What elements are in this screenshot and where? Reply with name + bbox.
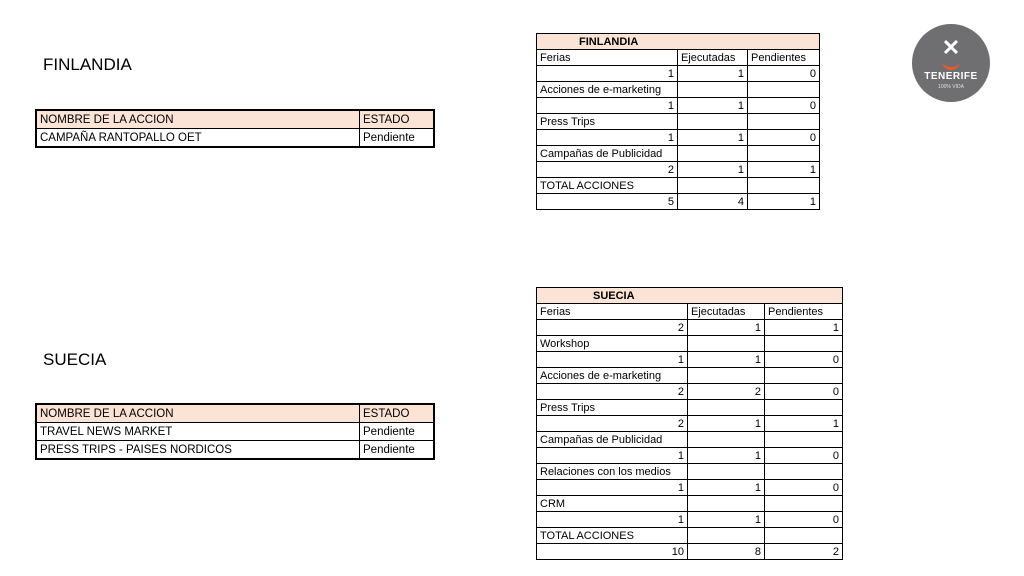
category-executed: 1 — [678, 66, 748, 82]
category-executed: 1 — [688, 448, 765, 464]
summary-title: FINLANDIA — [537, 34, 820, 50]
table-row — [537, 480, 843, 496]
category-label: Relaciones con los medios — [537, 464, 688, 480]
table-row — [36, 129, 434, 148]
suecia-actions-table — [35, 403, 435, 460]
category-label: Ferias — [537, 50, 678, 66]
table-row — [537, 162, 820, 178]
action-status: Pendiente — [360, 129, 435, 148]
category-pending: 0 — [748, 66, 820, 82]
category-executed: 1 — [688, 480, 765, 496]
table-row — [537, 384, 843, 400]
action-status: Pendiente — [360, 423, 435, 441]
category-executed: 1 — [678, 130, 748, 146]
category-pending: 0 — [748, 98, 820, 114]
category-total: 1 — [537, 130, 678, 146]
category-label: Workshop — [537, 336, 688, 352]
summary-title: SUECIA — [537, 288, 843, 304]
table-row — [537, 352, 843, 368]
category-total: 1 — [537, 448, 688, 464]
category-total: 2 — [537, 162, 678, 178]
category-label: TOTAL ACCIONES — [537, 528, 688, 544]
col-header-status: ESTADO — [360, 404, 435, 423]
category-executed: 1 — [688, 416, 765, 432]
category-label: Acciones de e-marketing — [537, 368, 688, 384]
action-status: Pendiente — [360, 441, 435, 460]
category-total: 1 — [537, 66, 678, 82]
col-header-pending: Pendientes — [748, 50, 820, 66]
col-header-action: NOMBRE DE LA ACCION — [36, 110, 360, 129]
category-label: Ferias — [537, 304, 688, 320]
category-label: Press Trips — [537, 114, 678, 130]
category-executed: 1 — [678, 98, 748, 114]
logo-tagline: 100% VIDA — [938, 84, 964, 90]
category-pending: 0 — [765, 384, 843, 400]
table-row — [537, 544, 843, 560]
category-label: Acciones de e-marketing — [537, 82, 678, 98]
category-executed: 8 — [688, 544, 765, 560]
category-total: 1 — [537, 480, 688, 496]
action-name: CAMPAÑA RANTOPALLO OET — [36, 129, 360, 148]
logo-name: TENERIFE — [924, 71, 978, 82]
table-row — [36, 441, 434, 460]
category-executed: 4 — [678, 194, 748, 210]
category-pending: 0 — [765, 480, 843, 496]
col-header-pending: Pendientes — [765, 304, 843, 320]
finlandia-summary-table — [536, 33, 820, 210]
category-label: Press Trips — [537, 400, 688, 416]
action-name: PRESS TRIPS - PAISES NORDICOS — [36, 441, 360, 460]
category-executed: 1 — [688, 320, 765, 336]
suecia-summary-table — [536, 287, 843, 560]
category-total: 2 — [537, 320, 688, 336]
table-row — [537, 448, 843, 464]
category-pending: 1 — [748, 194, 820, 210]
table-row — [537, 320, 843, 336]
category-label: TOTAL ACCIONES — [537, 178, 678, 194]
finlandia-heading: FINLANDIA — [43, 55, 132, 74]
category-executed: 1 — [688, 512, 765, 528]
category-pending: 0 — [765, 352, 843, 368]
category-pending: 0 — [765, 512, 843, 528]
category-label: Campañas de Publicidad — [537, 432, 688, 448]
category-label: Campañas de Publicidad — [537, 146, 678, 162]
col-header-executed: Ejecutadas — [678, 50, 748, 66]
category-pending: 1 — [765, 416, 843, 432]
category-executed: 1 — [688, 352, 765, 368]
col-header-status: ESTADO — [360, 110, 435, 129]
table-row — [537, 130, 820, 146]
table-row — [537, 194, 820, 210]
col-header-action: NOMBRE DE LA ACCION — [36, 404, 360, 423]
category-label: CRM — [537, 496, 688, 512]
category-total: 10 — [537, 544, 688, 560]
category-total: 1 — [537, 98, 678, 114]
table-row — [537, 98, 820, 114]
category-total: 5 — [537, 194, 678, 210]
smile-icon — [942, 60, 960, 70]
table-row — [537, 416, 843, 432]
table-row — [36, 423, 434, 441]
category-pending: 0 — [765, 448, 843, 464]
col-header-executed: Ejecutadas — [688, 304, 765, 320]
finlandia-actions-table — [35, 109, 435, 148]
table-row — [537, 512, 843, 528]
category-total: 1 — [537, 512, 688, 528]
table-row — [537, 66, 820, 82]
category-total: 2 — [537, 416, 688, 432]
category-pending: 0 — [748, 130, 820, 146]
category-pending: 1 — [765, 320, 843, 336]
category-executed: 2 — [688, 384, 765, 400]
category-total: 1 — [537, 352, 688, 368]
suecia-heading: SUECIA — [43, 350, 107, 369]
category-pending: 2 — [765, 544, 843, 560]
category-total: 2 — [537, 384, 688, 400]
tenerife-logo — [912, 24, 990, 102]
cross-icon: ✕ — [941, 35, 961, 60]
action-name: TRAVEL NEWS MARKET — [36, 423, 360, 441]
category-executed: 1 — [678, 162, 748, 178]
category-pending: 1 — [748, 162, 820, 178]
